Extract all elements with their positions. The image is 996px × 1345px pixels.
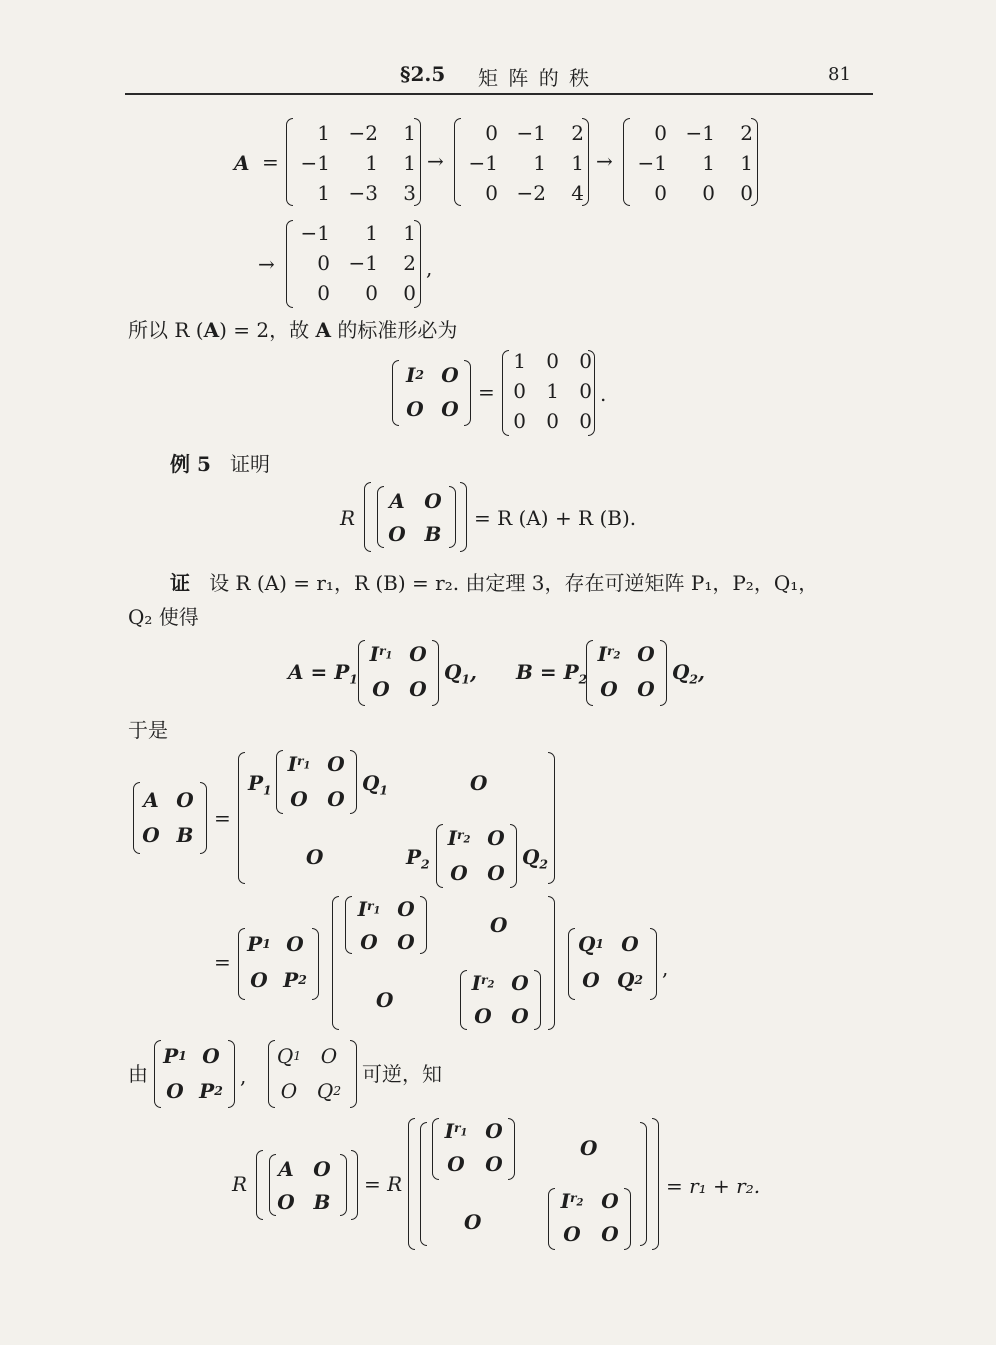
arrow-icon: → <box>596 149 613 173</box>
proof-line-1: 证 设 R (A) = r₁，R (B) = r₂. 由定理 3，存在可逆矩阵 P₁，P₂，Q₁， <box>170 571 819 595</box>
example-label: 例 5 证明 <box>170 452 270 476</box>
matrix-grid: 1 −2 1 −1 1 1 1 −3 3 <box>300 121 416 205</box>
equals-sign: = <box>262 150 279 174</box>
arrow-icon: → <box>258 252 275 276</box>
section-number: §2.5 <box>400 62 446 86</box>
proof-line-2: Q₂ 使得 <box>128 605 199 629</box>
header-rule <box>125 93 873 95</box>
section-title: 矩 阵 的 秩 <box>478 66 592 90</box>
matrix-a-label: A <box>234 151 250 175</box>
comma: , <box>426 256 433 280</box>
page-number: 81 <box>828 64 851 85</box>
conclusion-line: 所以 R (A) = 2，故 A 的标准形必为 <box>128 318 458 342</box>
yushi-text: 于是 <box>128 718 168 742</box>
arrow-icon: → <box>427 149 444 173</box>
